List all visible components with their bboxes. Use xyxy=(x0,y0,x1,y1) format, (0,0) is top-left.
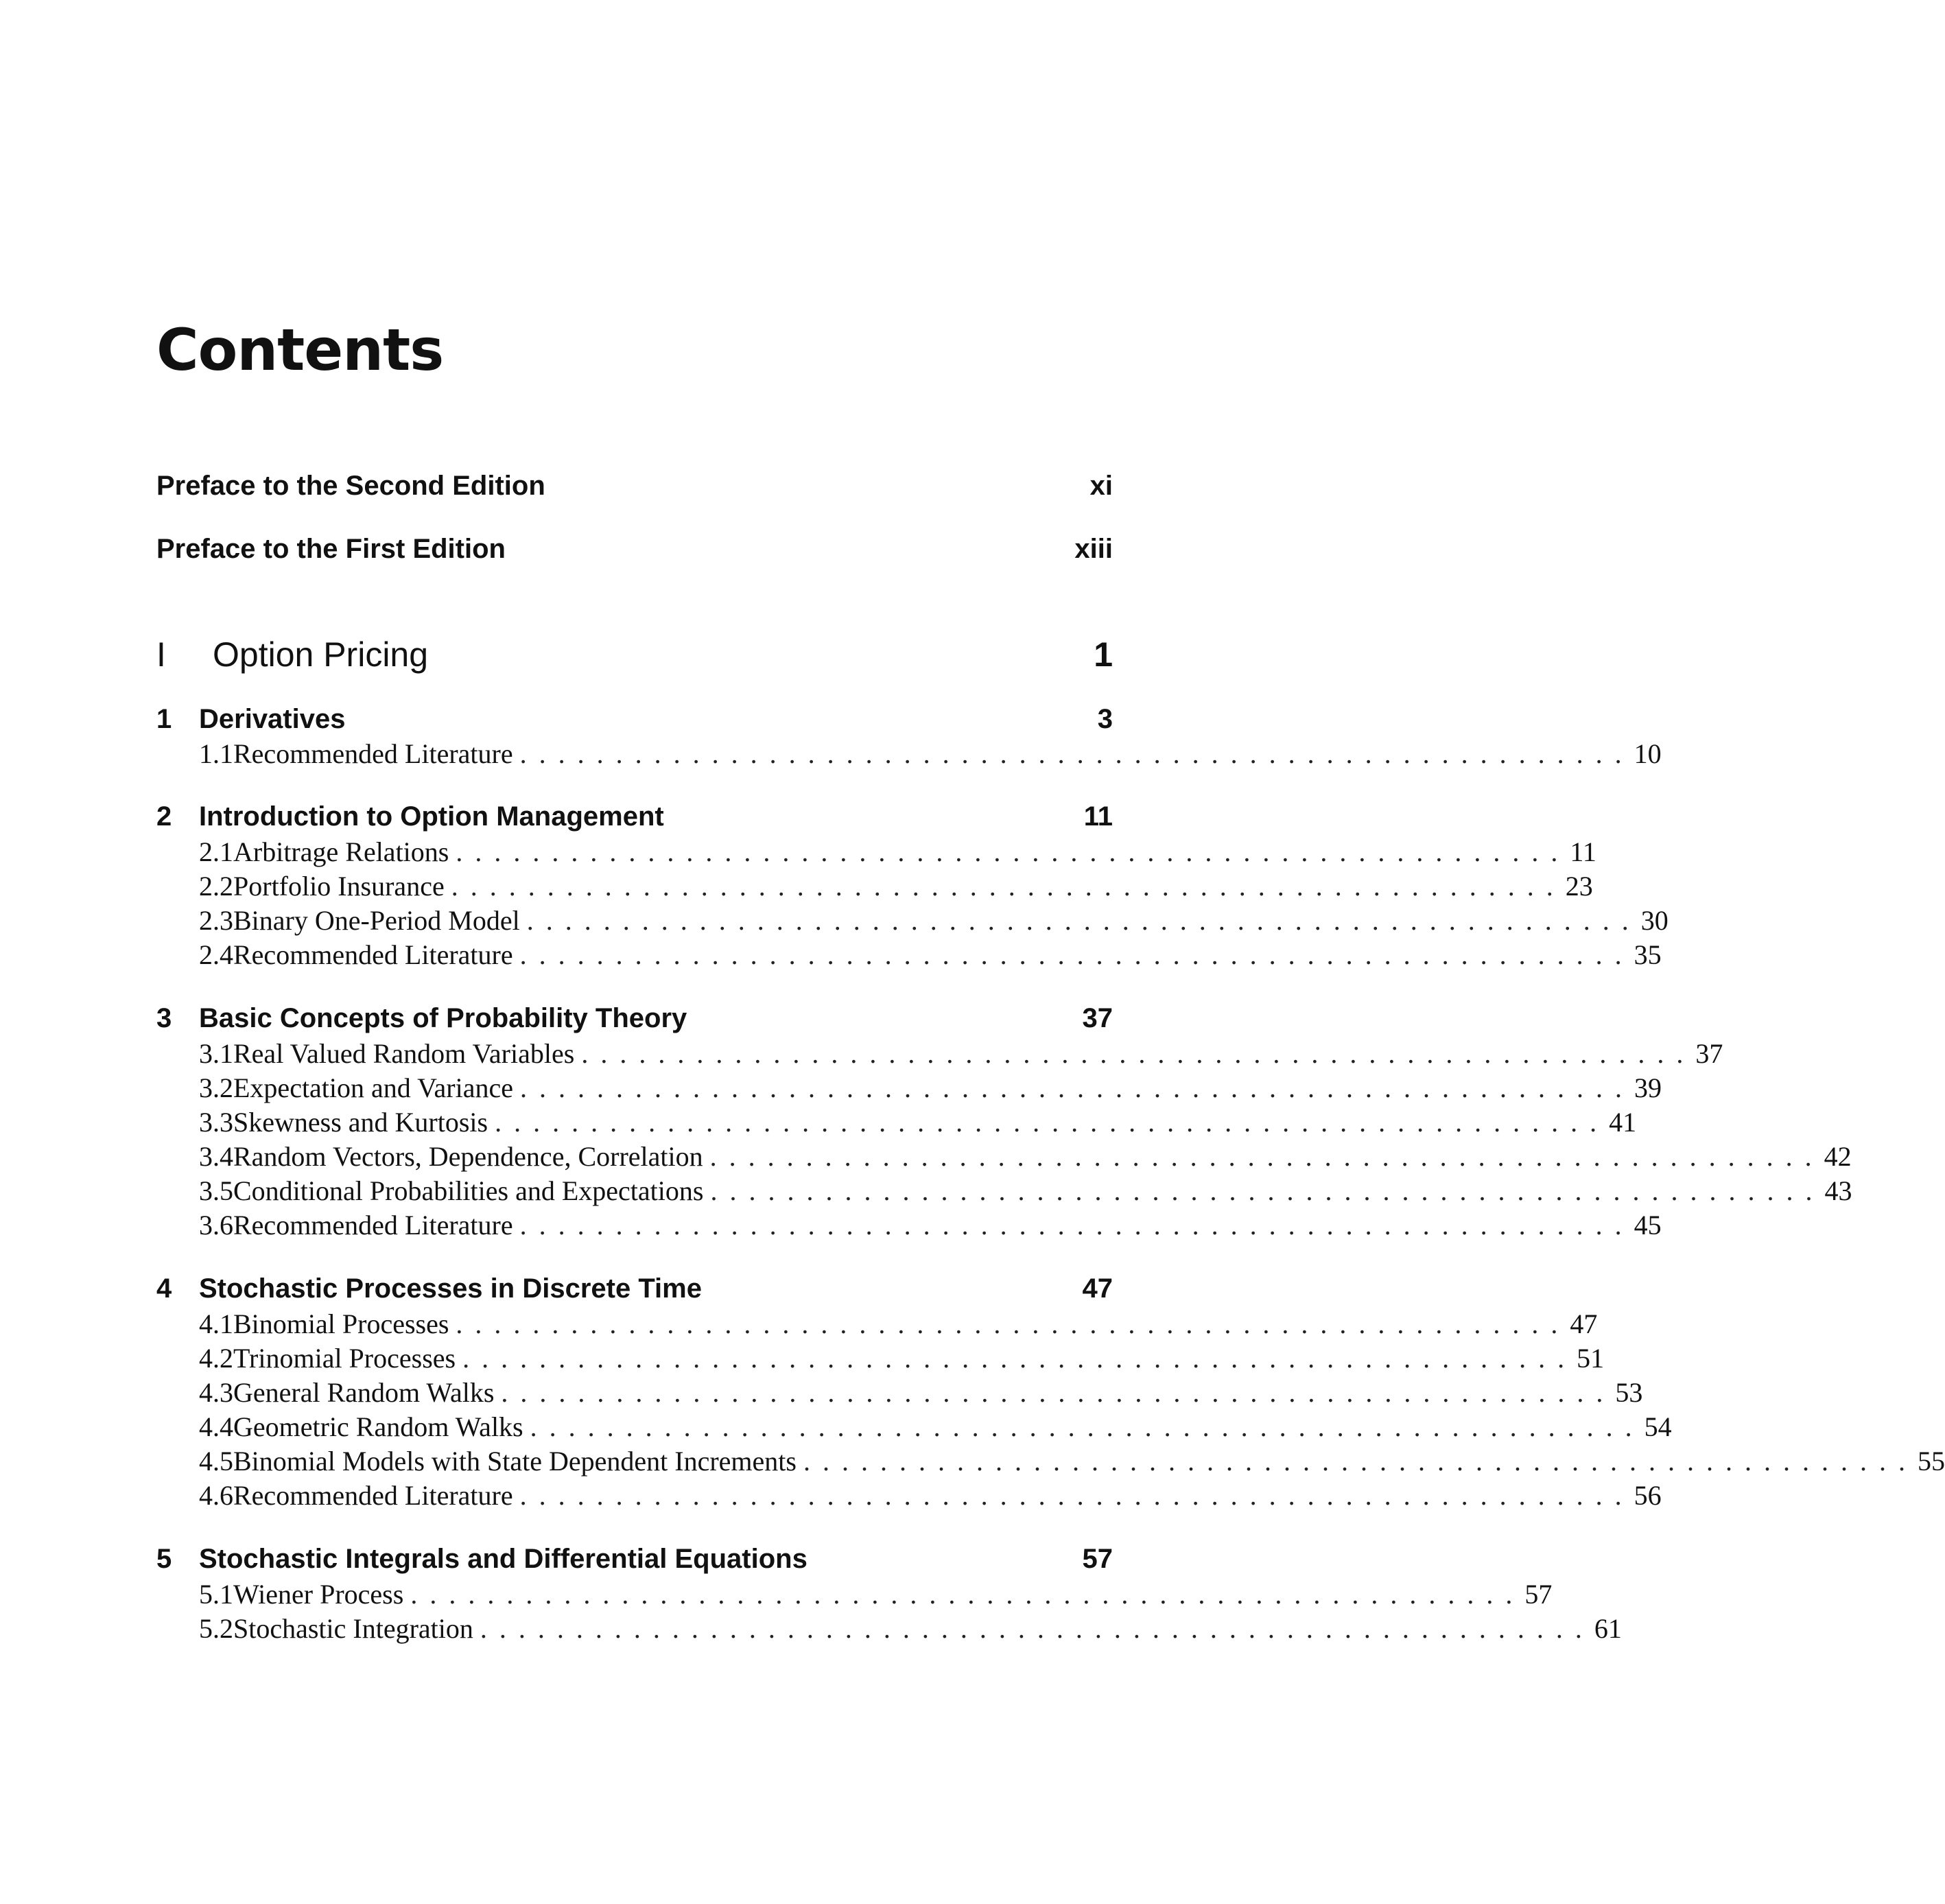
chapter-title: Basic Concepts of Probability Theory xyxy=(199,1003,687,1033)
chapter-page: 57 xyxy=(1082,1544,1113,1574)
toc-chapter-4[interactable] xyxy=(156,1273,1113,1304)
toc-section[interactable] xyxy=(156,1411,1672,1443)
toc-entry-preface-first[interactable] xyxy=(156,534,1113,565)
toc-entry-preface-second[interactable] xyxy=(156,471,1113,502)
chapter-page: 11 xyxy=(1083,801,1113,832)
chapter-number: 4 xyxy=(156,1273,172,1304)
section-title: Arbitrage Relations xyxy=(233,836,449,867)
chapter-title: Stochastic Integrals and Differential Equations xyxy=(199,1544,808,1574)
toc-entry-label: Preface to the Second Edition xyxy=(156,471,545,501)
toc-chapter-5[interactable] xyxy=(156,1544,1113,1575)
chapter-number: 5 xyxy=(156,1544,172,1574)
dot-leader: .......................................................... xyxy=(581,1038,1696,1069)
toc-section[interactable] xyxy=(156,1376,1643,1409)
section-title: Trinomial Processes xyxy=(233,1343,456,1374)
chapter-page: 37 xyxy=(1082,1003,1113,1033)
toc-section[interactable] xyxy=(156,1445,1945,1477)
section-page: 10 xyxy=(1634,738,1662,769)
toc-section[interactable] xyxy=(156,1175,1852,1207)
dot-leader: .......................................................... xyxy=(519,1210,1634,1241)
section-title: Skewness and Kurtosis xyxy=(233,1107,488,1138)
section-number: 4.4 xyxy=(199,1411,233,1442)
section-page: 37 xyxy=(1695,1038,1723,1069)
toc-section[interactable] xyxy=(156,904,1669,937)
section-page: 35 xyxy=(1634,939,1662,970)
section-page: 45 xyxy=(1634,1210,1662,1241)
section-title: Binomial Models with State Dependent Increments xyxy=(233,1446,797,1477)
section-number: 2.4 xyxy=(199,939,233,970)
dot-leader: .......................................................... xyxy=(709,1141,1824,1172)
toc-entry-label: Preface to the First Edition xyxy=(156,534,506,564)
toc-chapter-3[interactable] xyxy=(156,1003,1113,1034)
section-title: Geometric Random Walks xyxy=(233,1411,523,1442)
toc-section[interactable] xyxy=(156,1209,1662,1241)
section-page: 11 xyxy=(1570,836,1596,867)
toc-section[interactable] xyxy=(156,1037,1723,1070)
dot-leader: .......................................................... xyxy=(480,1613,1594,1644)
section-title: Portfolio Insurance xyxy=(233,871,445,902)
section-page: 23 xyxy=(1565,871,1593,902)
toc-section[interactable] xyxy=(156,1140,1852,1173)
section-number: 4.6 xyxy=(199,1480,233,1511)
section-number: 2.2 xyxy=(199,871,233,902)
section-number: 4.1 xyxy=(199,1308,233,1339)
section-page: 41 xyxy=(1609,1107,1637,1138)
section-number: 1.1 xyxy=(199,738,233,769)
dot-leader: .......................................................... xyxy=(710,1175,1825,1206)
chapter-page: 3 xyxy=(1097,704,1113,734)
toc-chapter-2[interactable] xyxy=(156,801,1113,832)
dot-leader: .......................................................... xyxy=(530,1411,1645,1442)
section-number: 3.2 xyxy=(199,1072,233,1103)
section-title: Expectation and Variance xyxy=(233,1072,513,1103)
toc-section[interactable] xyxy=(156,738,1662,770)
section-page: 39 xyxy=(1634,1072,1662,1103)
chapter-number: 3 xyxy=(156,1003,172,1033)
section-page: 43 xyxy=(1824,1175,1852,1206)
toc-chapter-1[interactable] xyxy=(156,704,1113,735)
section-page: 30 xyxy=(1640,905,1669,936)
section-title: General Random Walks xyxy=(233,1377,495,1408)
chapter-number: 1 xyxy=(156,704,172,734)
section-number: 4.2 xyxy=(199,1343,233,1374)
section-number: 5.2 xyxy=(199,1613,233,1644)
toc-part-1[interactable] xyxy=(156,635,1113,674)
section-number: 3.5 xyxy=(199,1175,233,1206)
section-title: Binomial Processes xyxy=(233,1308,449,1339)
section-title: Random Vectors, Dependence, Correlation xyxy=(233,1141,703,1172)
section-page: 56 xyxy=(1634,1480,1662,1511)
section-title: Wiener Process xyxy=(233,1579,404,1610)
toc-section[interactable] xyxy=(156,1612,1622,1645)
chapter-title: Derivatives xyxy=(199,704,346,734)
section-page: 51 xyxy=(1577,1343,1605,1374)
chapter-title: Stochastic Processes in Discrete Time xyxy=(199,1273,702,1304)
section-number: 4.5 xyxy=(199,1446,233,1477)
dot-leader: .......................................................... xyxy=(456,1308,1570,1339)
toc-section[interactable] xyxy=(156,939,1662,971)
section-page: 55 xyxy=(1917,1446,1945,1477)
toc-section[interactable] xyxy=(156,1072,1662,1104)
dot-leader: .......................................................... xyxy=(462,1343,1577,1374)
dot-leader: .......................................................... xyxy=(519,738,1634,769)
section-page: 47 xyxy=(1570,1308,1598,1339)
dot-leader: .......................................................... xyxy=(456,836,1570,867)
toc-entry-page: xi xyxy=(1089,471,1113,501)
dot-leader: .......................................................... xyxy=(526,905,1641,936)
section-title: Stochastic Integration xyxy=(233,1613,473,1644)
section-number: 2.1 xyxy=(199,836,233,867)
toc-section[interactable] xyxy=(156,1578,1553,1610)
toc-section[interactable] xyxy=(156,1342,1605,1374)
dot-leader: .......................................................... xyxy=(495,1107,1610,1138)
toc-section[interactable] xyxy=(156,1106,1637,1138)
chapter-title: Introduction to Option Management xyxy=(199,801,664,832)
section-title: Recommended Literature xyxy=(233,939,513,970)
dot-leader: .......................................................... xyxy=(410,1579,1525,1610)
section-number: 3.3 xyxy=(199,1107,233,1138)
section-number: 5.1 xyxy=(199,1579,233,1610)
section-number: 2.3 xyxy=(199,905,233,936)
part-number: I xyxy=(156,635,166,674)
section-number: 3.4 xyxy=(199,1141,233,1172)
section-title: Recommended Literature xyxy=(233,738,513,769)
section-page: 54 xyxy=(1644,1411,1672,1442)
section-title: Recommended Literature xyxy=(233,1480,513,1511)
toc-section[interactable] xyxy=(156,870,1593,902)
part-title: Option Pricing xyxy=(213,635,429,674)
toc-section[interactable] xyxy=(156,1308,1598,1340)
toc-entry-page: xiii xyxy=(1074,534,1113,564)
page-title: Contents xyxy=(156,316,444,384)
dot-leader: .......................................................... xyxy=(519,939,1634,970)
section-page: 42 xyxy=(1824,1141,1852,1172)
dot-leader: .......................................................... xyxy=(803,1446,1918,1477)
toc-section[interactable] xyxy=(156,836,1596,868)
section-title: Real Valued Random Variables xyxy=(233,1038,575,1069)
section-title: Recommended Literature xyxy=(233,1210,513,1241)
dot-leader: .......................................................... xyxy=(519,1072,1634,1103)
part-page: 1 xyxy=(1094,635,1113,674)
section-title: Conditional Probabilities and Expectations xyxy=(233,1175,704,1206)
section-number: 3.1 xyxy=(199,1038,233,1069)
section-page: 57 xyxy=(1524,1579,1553,1610)
chapter-page: 47 xyxy=(1082,1273,1113,1304)
section-page: 61 xyxy=(1594,1613,1622,1644)
dot-leader: .......................................................... xyxy=(501,1377,1616,1408)
section-number: 4.3 xyxy=(199,1377,233,1408)
toc-section[interactable] xyxy=(156,1479,1662,1512)
dot-leader: .......................................................... xyxy=(519,1480,1634,1511)
section-title: Binary One-Period Model xyxy=(233,905,520,936)
section-number: 3.6 xyxy=(199,1210,233,1241)
dot-leader: .......................................................... xyxy=(451,871,1566,902)
chapter-number: 2 xyxy=(156,801,172,832)
section-page: 53 xyxy=(1615,1377,1643,1408)
